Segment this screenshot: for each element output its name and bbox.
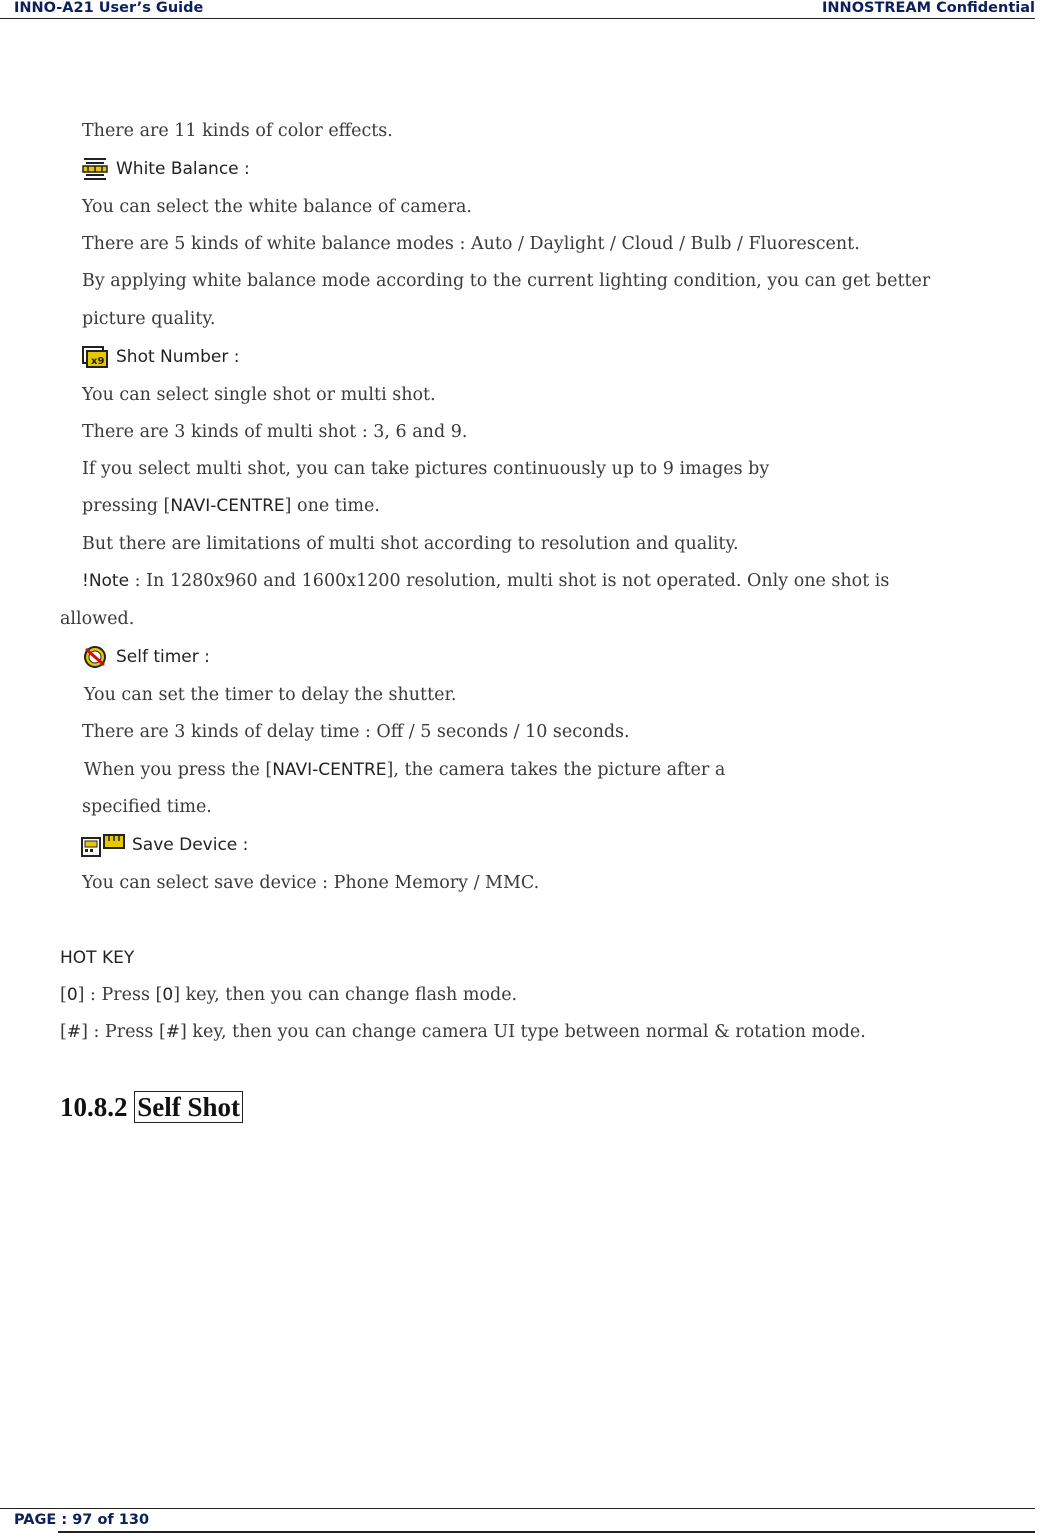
- white-balance-line-4: picture quality.: [82, 309, 216, 329]
- pressing-suffix: ] one time.: [284, 496, 380, 516]
- footer-rule: [58, 1531, 1035, 1533]
- header-confidential: INNOSTREAM Confidential: [822, 0, 1035, 16]
- note-label: !Note: [82, 571, 130, 591]
- hot-key-item-0: [60, 984, 517, 1006]
- page-number: PAGE : 97 of 130: [14, 1512, 150, 1528]
- page-header: [0, 0, 1035, 19]
- header-document-title: INNO-A21 User’s Guide: [14, 0, 204, 16]
- section-heading: [60, 1092, 243, 1123]
- hot-key-title: HOT KEY: [60, 948, 135, 968]
- hot-key-1: #: [66, 1022, 82, 1042]
- save-device-icon: [80, 832, 126, 858]
- shot-number-limitation: But there are limitations of multi shot according to resolution and quality.: [82, 534, 739, 554]
- shot-number-title: Shot Number :: [116, 347, 240, 367]
- save-device-title: Save Device :: [132, 835, 249, 855]
- hot-key-close-1: ]: [81, 1022, 88, 1042]
- shot-number-line-1: You can select single shot or multi shot.: [82, 385, 436, 405]
- section-title: Self Shot: [134, 1091, 243, 1123]
- hot-key-open-1: [: [60, 1022, 67, 1042]
- hot-key-post-1: ] key, then you can change camera UI type between normal & rotation mode.: [180, 1022, 866, 1042]
- shot-number-line-2: There are 3 kinds of multi shot : 3, 6 and 9.: [82, 422, 468, 442]
- press-prefix: When you press the [: [84, 760, 273, 780]
- self-timer-press-cont: specified time.: [82, 797, 212, 817]
- shot-number-heading: [80, 344, 239, 370]
- hot-key-0: 0: [66, 985, 78, 1005]
- hot-key-post-0: ] key, then you can change flash mode.: [173, 985, 518, 1005]
- hot-key-inline-0: 0: [162, 985, 174, 1005]
- hot-key-pre-0: : Press [: [84, 985, 163, 1005]
- navi-centre-key-timer: NAVI-CENTRE: [272, 760, 387, 780]
- hot-key-close-0: ]: [77, 985, 85, 1005]
- hot-key-open-0: [: [60, 985, 67, 1005]
- white-balance-line-1: You can select the white balance of camera.: [82, 197, 472, 217]
- self-timer-heading: [80, 644, 210, 670]
- white-balance-line-2: There are 5 kinds of white balance modes : Auto / Daylight / Cloud / Bulb / Fluorescent.: [82, 234, 860, 254]
- shot-number-pressing-line: [82, 495, 380, 517]
- pressing-prefix: pressing [: [82, 496, 171, 516]
- shot-number-icon: [80, 344, 110, 370]
- white-balance-title: White Balance :: [116, 159, 250, 179]
- white-balance-line-3: By applying white balance mode according to the current lighting condition, you can get better: [82, 271, 931, 291]
- self-timer-line-1: You can set the timer to delay the shutter.: [84, 685, 457, 705]
- save-device-line: You can select save device : Phone Memory / MMC.: [82, 873, 540, 893]
- hot-key-inline-1: #: [165, 1022, 181, 1042]
- shot-number-note: [82, 570, 889, 592]
- white-balance-heading: [80, 156, 250, 182]
- press-suffix: ], the camera takes the picture after a: [386, 760, 726, 780]
- note-text: : In 1280x960 and 1600x1200 resolution, multi shot is not operated. Only one shot is: [129, 571, 890, 591]
- self-timer-press-line: [84, 759, 725, 781]
- shot-number-note-cont: allowed.: [60, 609, 135, 629]
- hot-key-pre-1: : Press [: [87, 1022, 166, 1042]
- save-device-heading: [80, 832, 248, 858]
- color-effects-text: There are 11 kinds of color effects.: [82, 121, 393, 141]
- self-timer-line-2: There are 3 kinds of delay time : Off / 5 seconds / 10 seconds.: [82, 722, 630, 742]
- navi-centre-key: NAVI-CENTRE: [170, 496, 285, 516]
- section-number: 10.8.2: [60, 1092, 128, 1122]
- svg-text:x9: x9: [91, 356, 105, 367]
- shot-number-line-3: If you select multi shot, you can take pictures continuously up to 9 images by: [82, 459, 770, 479]
- self-timer-title: Self timer :: [116, 647, 210, 667]
- page-footer: [0, 1508, 1035, 1531]
- self-timer-icon: [80, 644, 110, 670]
- hot-key-item-1: [60, 1021, 866, 1043]
- white-balance-icon: [80, 156, 110, 182]
